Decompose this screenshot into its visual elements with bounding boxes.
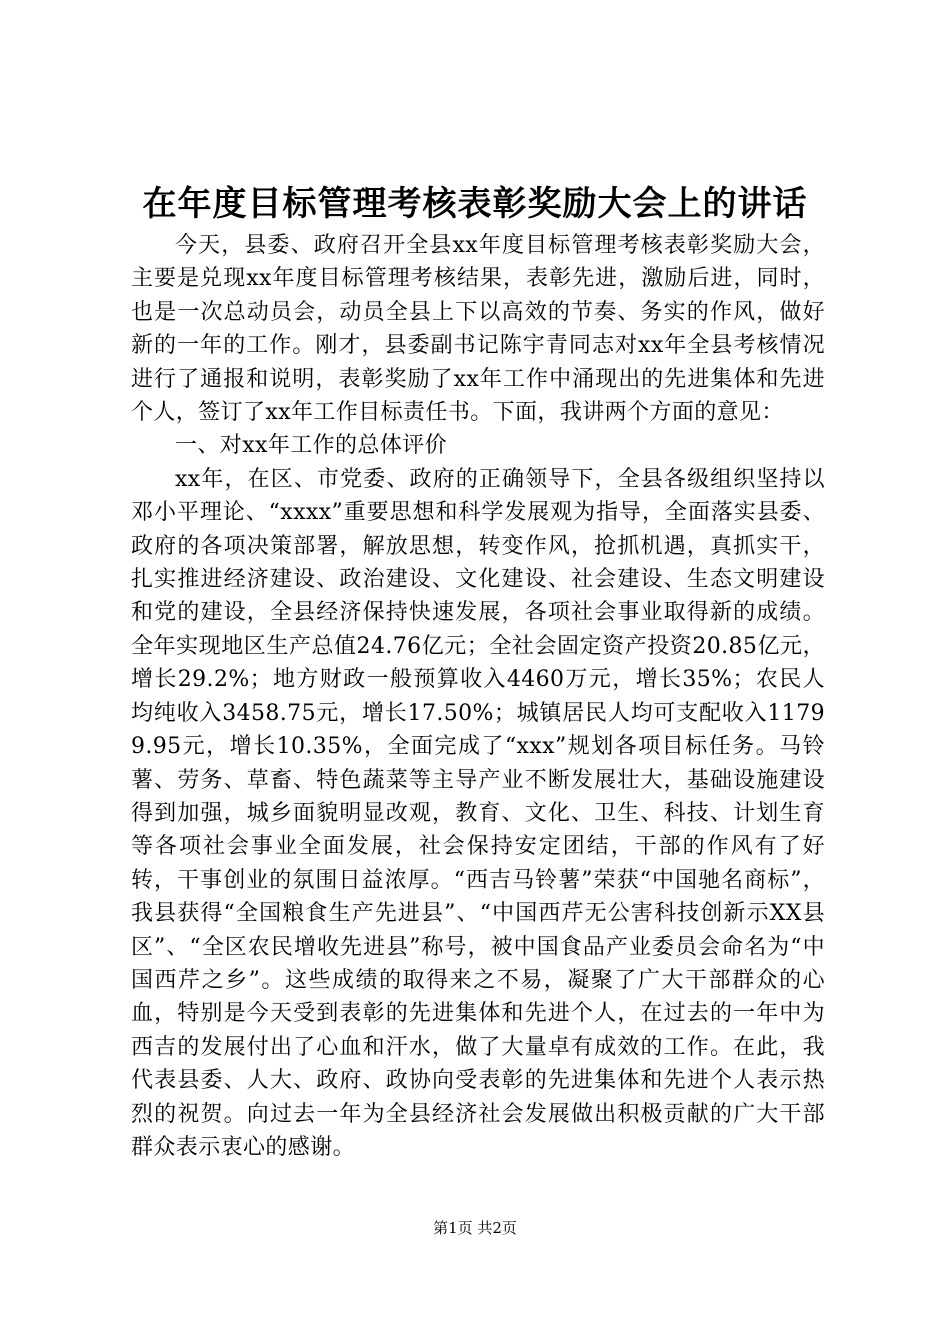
paragraph-intro: 今天，县委、政府召开全县xx年度目标管理考核表彰奖励大会，主要是兑现xx年度目标管理考核结果，表彰先进，激励后进，同时，也是一次总动员会，动员全县上下以高效的节奏、务实的作风，做好新的一年的工作。刚才，县委副书记陈宇青同志对xx年全县考核情况进行了通报和说明，表彰奖励了xx年工作中涌现出的先进集体和先进个人，签订了xx年工作目标责任书。下面，我讲两个方面的意见：	[131, 233, 825, 426]
paragraph-evaluation: xx年，在区、市党委、政府的正确领导下，全县各级组织坚持以邓小平理论、“xxxx”重要思想和科学发展观为指导，全面落实县委、政府的各项决策部署，解放思想，转变作风，抢抓机遇，真抓实干，扎实推进经济建设、政治建设、文化建设、社会建设、生态文明建设和党的建设，全县经济保持快速发展，各项社会事业取得新的成绩。全年实现地区生产总值24.76亿元；全社会固定资产投资20.85亿元，增长29.2%；地方财政一般预算收入4460万元，增长35%；农民人均纯收入3458.75元，增长17.50%；城镇居民人均可支配收入11799.95元，增长10.35%，全面完成了“xxx”规划各项目标任务。马铃薯、劳务、草畜、特色蔬菜等主导产业不断发展壮大，基础设施建设得到加强，城乡面貌明显改观，教育、文化、卫生、科技、计划生育等各项社会事业全面发展，社会保持安定团结，干部的作风有了好转，干事创业的氛围日益浓厚。“西吉马铃薯”荣获“中国驰名商标”，我县获得“全国粮食生产先进县”、“中国西芹无公害科技创新示XX县区”、“全区农民增收先进县”称号，被中国食品产业委员会命名为“中国西芹之乡”。这些成绩的取得来之不易，凝聚了广大干部群众的心血，特别是今天受到表彰的先进集体和先进个人，在过去的一年中为西吉的发展付出了心血和汗水，做了大量卓有成效的工作。在此，我代表县委、人大、政府、政协向受表彰的先进集体和先进个人表示热烈的祝贺。向过去一年为全县经济社会发展做出积极贡献的广大干部群众表示衷心的感谢。	[131, 466, 825, 1160]
document-title: 在年度目标管理考核表彰奖励大会上的讲话	[142, 184, 808, 224]
section-heading-1: 一、对xx年工作的总体评价	[175, 433, 448, 459]
page-number-footer: 第1页 共2页	[433, 1219, 517, 1237]
document-body	[131, 229, 825, 1164]
